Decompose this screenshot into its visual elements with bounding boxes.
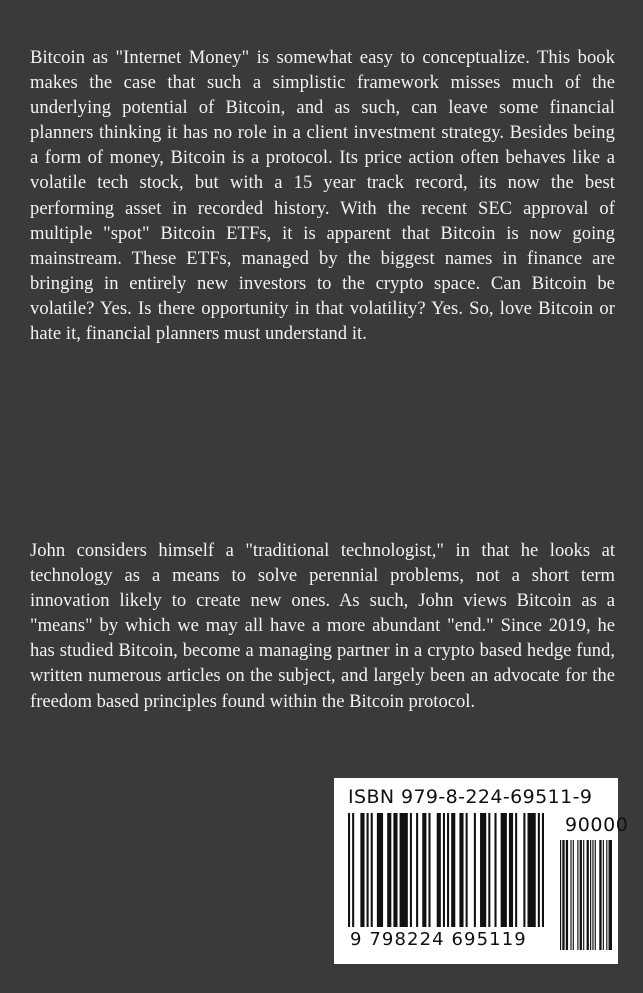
barcode-bar (562, 840, 564, 950)
barcode-bar (509, 813, 513, 927)
barcode-bar (538, 813, 540, 927)
barcode-bar (527, 813, 535, 927)
barcode-bar (352, 813, 354, 927)
barcode-bar (393, 813, 397, 927)
barcode-bar (474, 813, 476, 927)
price-addon-label: 90000 (565, 814, 629, 836)
ean13-bars (348, 813, 544, 927)
barcode-bar (348, 813, 350, 927)
barcode-bar (501, 813, 507, 927)
barcode-bar (599, 840, 601, 950)
barcode-bar (480, 813, 486, 927)
barcode-bar (428, 813, 430, 927)
barcode-bar (515, 813, 517, 927)
isbn-barcode (334, 778, 629, 964)
barcode-bar (523, 813, 525, 927)
barcode-bar (587, 840, 589, 950)
barcode-bar (437, 813, 441, 927)
barcode-bar (377, 813, 383, 927)
barcode-bar (580, 840, 582, 950)
barcode-bar (583, 840, 584, 950)
barcode-bar (573, 840, 574, 950)
barcode-bar (590, 840, 591, 950)
barcode-bar (603, 840, 604, 950)
barcode-bar (592, 840, 593, 950)
barcode-bar (570, 840, 571, 950)
barcode-bar (466, 813, 468, 927)
barcode-bar (451, 813, 455, 927)
barcode-bar (494, 813, 496, 927)
ean5-bars (560, 840, 612, 950)
barcode-bar (416, 813, 418, 927)
barcode-bar (360, 813, 364, 927)
isbn-label: ISBN 979-8-224-69511-9 (348, 786, 593, 808)
barcode-bar (577, 840, 578, 950)
author-bio: John considers himself a "traditional technologist," in that he looks at technology as a means to solve perennial problems, not a short term innovation likely to create new ones. As such, John views Bitcoin as a "means" by which we may all have a more abundant "end." Since 2019, he has studied Bitcoin, become a managing partner in a crypto based hedge fund, written numerous articles on the subject, and largely been an advocate for the freedom based principles found within the Bitcoin protocol. (30, 540, 615, 712)
barcode-bar (595, 840, 596, 950)
barcode-bar (609, 840, 612, 950)
barcode-bar (410, 813, 412, 927)
barcode-bar (606, 840, 607, 950)
barcode-bar (443, 813, 445, 927)
barcode-bar (422, 813, 426, 927)
barcode-bar (459, 813, 463, 927)
book-blurb: Bitcoin as "Internet Money" is somewhat easy to conceptualize. This book makes the case that such a simplistic framework misses much of the underlying potential of Bitcoin, and as such, can leave some financial planners thinking it has no role in a client investment strategy. Besides being a form of money, Bitcoin is a protocol. Its price action often behaves like a volatile tech stock, but with a 15 year track record, its now the best performing asset in recorded history. With the recent SEC approval of multiple "spot" Bitcoin ETFs, it is apparent that Bitcoin is now going mainstream. These ETFs, managed by the biggest names in finance are bringing in entirely new investors to the crypto space. Can Bitcoin be volatile? Yes. Is there opportunity in that volatility? Yes. So, love Bitcoin or hate it, financial planners must understand it. (30, 47, 615, 345)
barcode-bar (447, 813, 449, 927)
barcode-digits: 9 798224 695119 (350, 929, 527, 950)
barcode-bar (400, 813, 408, 927)
barcode-bar (387, 813, 391, 927)
barcode-bar (560, 840, 561, 950)
barcode-bar (542, 813, 544, 927)
barcode-bar (371, 813, 373, 927)
barcode-bar (566, 840, 568, 950)
barcode-bar (367, 813, 369, 927)
barcode-bar (488, 813, 490, 927)
